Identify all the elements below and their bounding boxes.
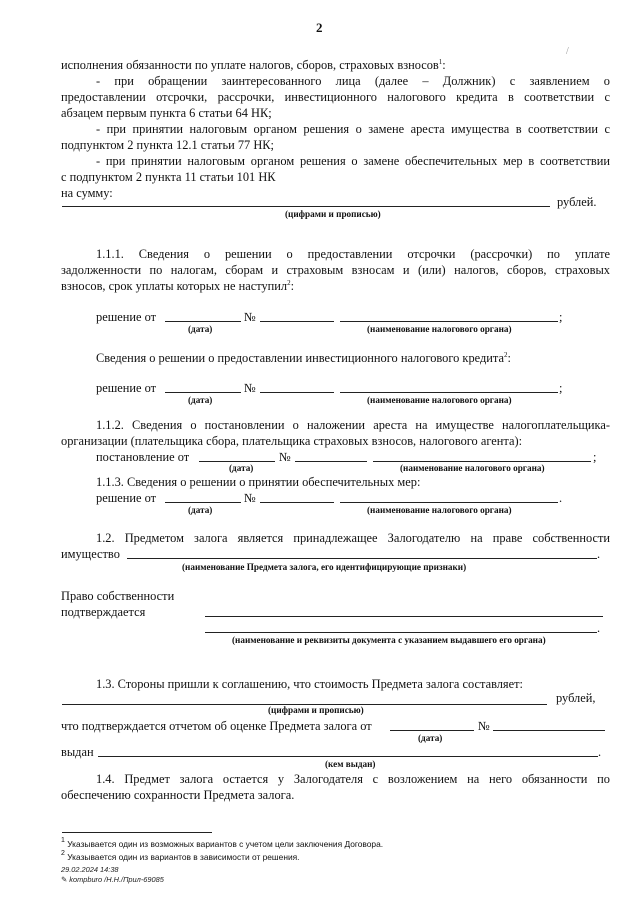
measures-date-field[interactable] <box>165 502 241 503</box>
property-caption: (наименование Предмета залога, его идентифицирующие признаки) <box>182 562 467 572</box>
section-1-1-2-heading: 1.1.2. Сведения о постановлении о наложении ареста на имуществе налогоплательщика- <box>96 418 610 432</box>
arrest-date-caption: (дата) <box>229 463 254 473</box>
sum-caption: (цифрами и прописью) <box>285 209 381 219</box>
decision1-date-caption: (дата) <box>188 324 213 334</box>
arrest-number-sign: № <box>279 450 291 464</box>
arrest-number-field[interactable] <box>295 461 367 462</box>
sum-label: на сумму: <box>61 186 113 200</box>
measures-end: . <box>559 491 563 505</box>
property-field[interactable] <box>127 558 597 559</box>
issued-field[interactable] <box>98 756 598 757</box>
measures-number-field[interactable] <box>260 502 334 503</box>
section-1-1-3-heading: 1.1.3. Сведения о решении о принятии обеспечительных мер: <box>96 475 421 489</box>
decision2-end: ; <box>559 381 563 395</box>
ownership-field-1[interactable] <box>205 616 603 617</box>
measures-date-caption: (дата) <box>188 505 213 515</box>
footnote-2: $^2$ Указывается один из вариантов в зависимости от решения. <box>61 850 300 862</box>
bullet-arrest: - при принятии налоговым органом решения о замене ареста имущества в соответствии с <box>96 122 610 136</box>
arrest-org-caption: (наименование налогового органа) <box>400 463 545 473</box>
decision2-date-field[interactable] <box>165 392 241 393</box>
bullet-measures: - при принятии налоговым органом решения о замене обеспечительных мер в соответствии <box>96 154 610 168</box>
section-1-3-heading: 1.3. Стороны пришли к соглашению, что стоимость Предмета залога составляет: <box>96 677 523 691</box>
section-1-1-2-cont: организации (плательщика сбора, плательщика страховых взносов, налогового агента): <box>61 434 523 448</box>
page-number: 2 <box>316 20 323 35</box>
measures-number-sign: № <box>244 491 256 505</box>
decision1-number-field[interactable] <box>260 321 334 322</box>
property-end: . <box>597 547 601 561</box>
footnote-separator <box>62 832 212 833</box>
decision2-date-caption: (дата) <box>188 395 213 405</box>
bullet-deferral-cont: предоставлении отсрочки, рассрочки, инвестиционного налогового кредита в соответствии с <box>61 90 610 104</box>
decision1-label: решение от <box>96 310 157 324</box>
arrest-label: постановление от <box>96 450 190 464</box>
bullet-arrest-end: подпунктом 2 пункта 12.1 статьи 77 НК; <box>61 138 274 152</box>
value-currency: рублей, <box>556 691 596 705</box>
decision2-org-field[interactable] <box>340 392 558 393</box>
section-1-1-1-heading: 1.1.1. Сведения о решении о предоставлении отсрочки (рассрочки) по уплате <box>96 247 610 261</box>
footnote-ref: 2 <box>504 351 508 359</box>
arrest-org-field[interactable] <box>373 461 591 462</box>
sum-currency: рублей. <box>557 195 597 209</box>
section-1-4-heading: 1.4. Предмет залога остается у Залогодателя с возложением на него обязанности по <box>96 772 610 786</box>
report-number-field[interactable] <box>493 730 605 731</box>
section-1-1-1-end: взносов, срок уплаты которых не наступил$^2$: <box>61 279 295 293</box>
decision2-number-sign: № <box>244 381 256 395</box>
decision2-org-caption: (наименование налогового органа) <box>367 395 512 405</box>
ownership-field-2[interactable] <box>205 632 597 633</box>
section-1-4-cont: обеспечению сохранности Предмета залога. <box>61 788 295 802</box>
ownership-caption: (наименование и реквизиты документа с указанием выдавшего его органа) <box>232 635 546 645</box>
decision1-end: ; <box>559 310 563 324</box>
margin-mark: / <box>566 46 569 57</box>
report-date-caption: (дата) <box>418 733 443 743</box>
decision2-label: решение от <box>96 381 157 395</box>
ownership-end: . <box>597 621 601 635</box>
issued-label: выдан <box>61 745 94 759</box>
document-icon: ✎ <box>61 875 68 884</box>
bullet-measures-end: с подпунктом 2 пункта 11 статьи 101 НК <box>61 170 276 184</box>
report-number-sign: № <box>478 719 490 733</box>
section-1-1-1-cont: задолженности по налогам, сборам и страховым взносам и (или) налогов, сборов, страховых <box>61 263 610 277</box>
decision1-number-sign: № <box>244 310 256 324</box>
decision1-org-field[interactable] <box>340 321 558 322</box>
section-1-2-heading: 1.2. Предметом залога является принадлежащее Залогодателю на праве собственности <box>96 531 610 545</box>
arrest-date-field[interactable] <box>199 461 275 462</box>
ownership-label-cont: подтверждается <box>61 605 146 619</box>
report-label: что подтверждается отчетом об оценке Предмета залога от <box>61 719 372 733</box>
issued-end: . <box>598 745 602 759</box>
arrest-end: ; <box>593 450 597 464</box>
decision2-number-field[interactable] <box>260 392 334 393</box>
measures-org-field[interactable] <box>340 502 558 503</box>
bullet-deferral-end: абзацем первым пункта 6 статьи 64 НК; <box>61 106 272 120</box>
report-date-field[interactable] <box>390 730 474 731</box>
print-timestamp: 29.02.2024 14:38 <box>61 865 119 874</box>
footnote-1: $^1$ Указывается один из возможных вариантов с учетом цели заключения Договора. <box>61 837 384 849</box>
sum-field[interactable] <box>62 206 550 207</box>
print-source: ✎ kompburo /Н.Н./Прил-69085 <box>61 875 164 884</box>
footnote-ref: 2 <box>287 279 291 287</box>
issued-caption: (кем выдан) <box>325 759 376 769</box>
property-label: имущество <box>61 547 120 561</box>
ownership-label: Право собственности <box>61 589 175 603</box>
footnote-ref: 1 <box>438 58 443 66</box>
value-caption: (цифрами и прописью) <box>268 705 364 715</box>
decision1-org-caption: (наименование налогового органа) <box>367 324 512 334</box>
bullet-deferral: - при обращении заинтересованного лица (далее – Должник) с заявлением о <box>96 74 610 88</box>
decision1-date-field[interactable] <box>165 321 241 322</box>
measures-label: решение от <box>96 491 157 505</box>
measures-org-caption: (наименование налогового органа) <box>367 505 512 515</box>
intro-line: исполнения обязанности по уплате налогов, сборов, страховых взносов$^1$: <box>61 58 446 72</box>
invest-credit-heading: Сведения о решении о предоставлении инвестиционного налогового кредита$^2$: <box>96 351 511 365</box>
